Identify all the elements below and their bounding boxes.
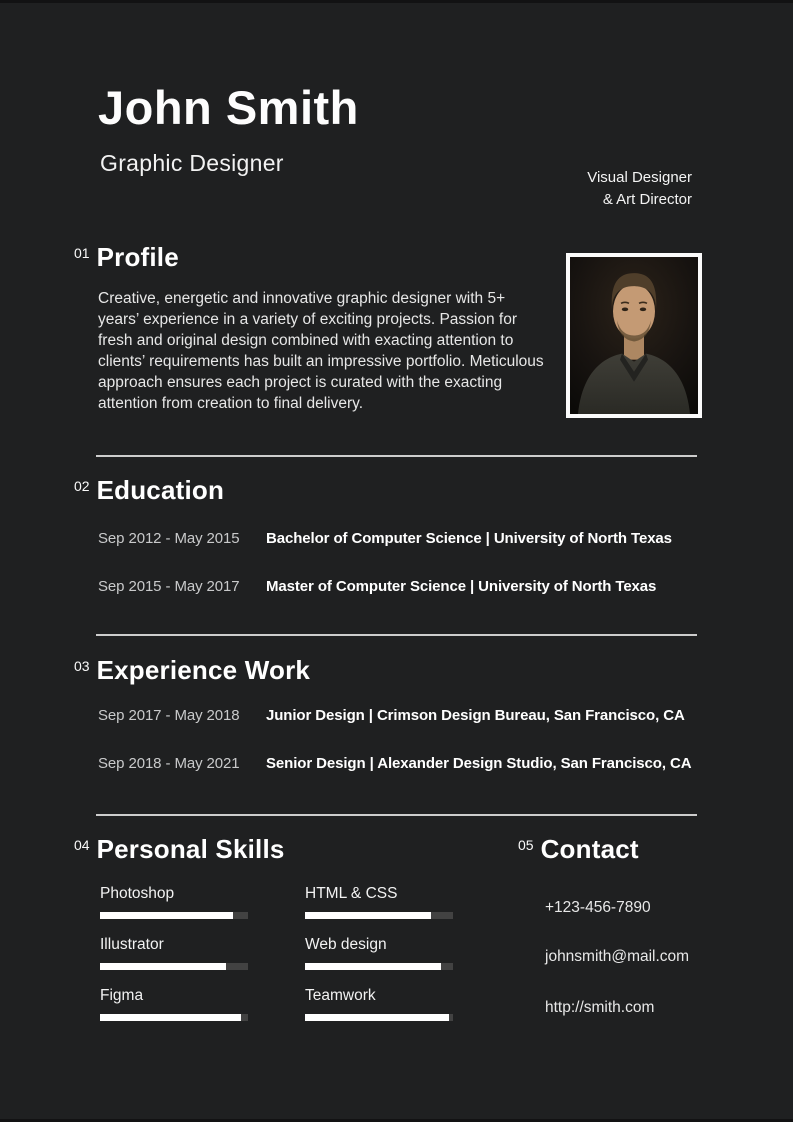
divider [96,814,697,816]
skill-bar-fill [305,963,441,970]
section-title-experience: Experience Work [96,655,311,685]
tagline [587,167,692,210]
skill-label: Photoshop [100,885,175,902]
education-dates: Sep 2015 - May 2017 [98,578,240,595]
person-name: John Smith [98,81,359,134]
skill-bar-fill [305,912,431,919]
experience-dates: Sep 2017 - May 2018 [98,707,240,724]
experience-detail: Senior Design | Alexander Design Studio, San Francisco, CA [266,755,692,772]
section-number-profile: 01 [74,245,90,261]
section-experience-heading [74,657,310,683]
skill-label: Illustrator [100,936,164,953]
person-job-title: Graphic Designer [100,150,284,176]
skill-item [305,987,453,1021]
skill-bar-track [100,963,248,970]
contact-phone: +123-456-7890 [545,899,651,916]
contact-website: http://smith.com [545,999,655,1016]
section-title-education: Education [96,475,225,505]
education-row [98,577,656,596]
profile-summary-text: Creative, energetic and innovative graphic designer with 5+ years’ experience in a variety of exciting projects. Passion for fresh and original design combined with exacting attention to clients’ requirements has built an impressive portfolio. Meticulous approach ensures each project is curated with the exacting attention from creation to final delivery. [98,290,544,412]
portrait-photo-graphic [570,257,698,414]
skill-bar-track [100,1014,248,1021]
education-detail: Bachelor of Computer Science | University of North Texas [266,530,672,547]
skill-label: Teamwork [305,987,376,1004]
section-number-skills: 04 [74,837,90,853]
skill-bar-track [305,963,453,970]
skill-item [100,936,248,970]
education-dates: Sep 2012 - May 2015 [98,530,240,547]
divider [96,634,697,636]
section-title-skills: Personal Skills [96,834,285,864]
section-profile-heading [74,244,179,270]
skill-bar-fill [100,912,233,919]
section-title-profile: Profile [96,242,179,272]
skill-bar-track [305,912,453,919]
section-contact-heading [518,836,639,862]
section-number-experience: 03 [74,658,90,674]
skill-item [305,936,453,970]
education-detail: Master of Computer Science | University of North Texas [266,578,657,595]
experience-dates: Sep 2018 - May 2021 [98,755,240,772]
skill-bar-fill [100,1014,241,1021]
experience-row [98,754,691,773]
skill-item [100,987,248,1021]
section-education-heading [74,477,224,503]
skill-label: Web design [305,936,387,953]
section-skills-heading [74,836,285,862]
tagline-line-1: Visual Designer [587,169,692,186]
skill-bar-track [100,912,248,919]
skill-item [305,885,453,919]
tagline-line-2: & Art Director [602,190,692,208]
skill-label: HTML & CSS [305,885,398,902]
skill-item [100,885,248,919]
experience-detail: Junior Design | Crimson Design Bureau, San Francisco, CA [266,707,685,724]
portrait-photo [566,253,702,418]
section-number-contact: 05 [518,837,534,853]
skill-bar-fill [100,963,226,970]
section-title-contact: Contact [540,834,639,864]
skill-bar-fill [305,1014,449,1021]
education-row [98,529,672,548]
section-number-education: 02 [74,478,90,494]
experience-row [98,706,685,725]
contact-email: johnsmith@mail.com [545,948,690,965]
skill-bar-track [305,1014,453,1021]
divider [96,455,697,457]
skill-label: Figma [100,987,144,1004]
